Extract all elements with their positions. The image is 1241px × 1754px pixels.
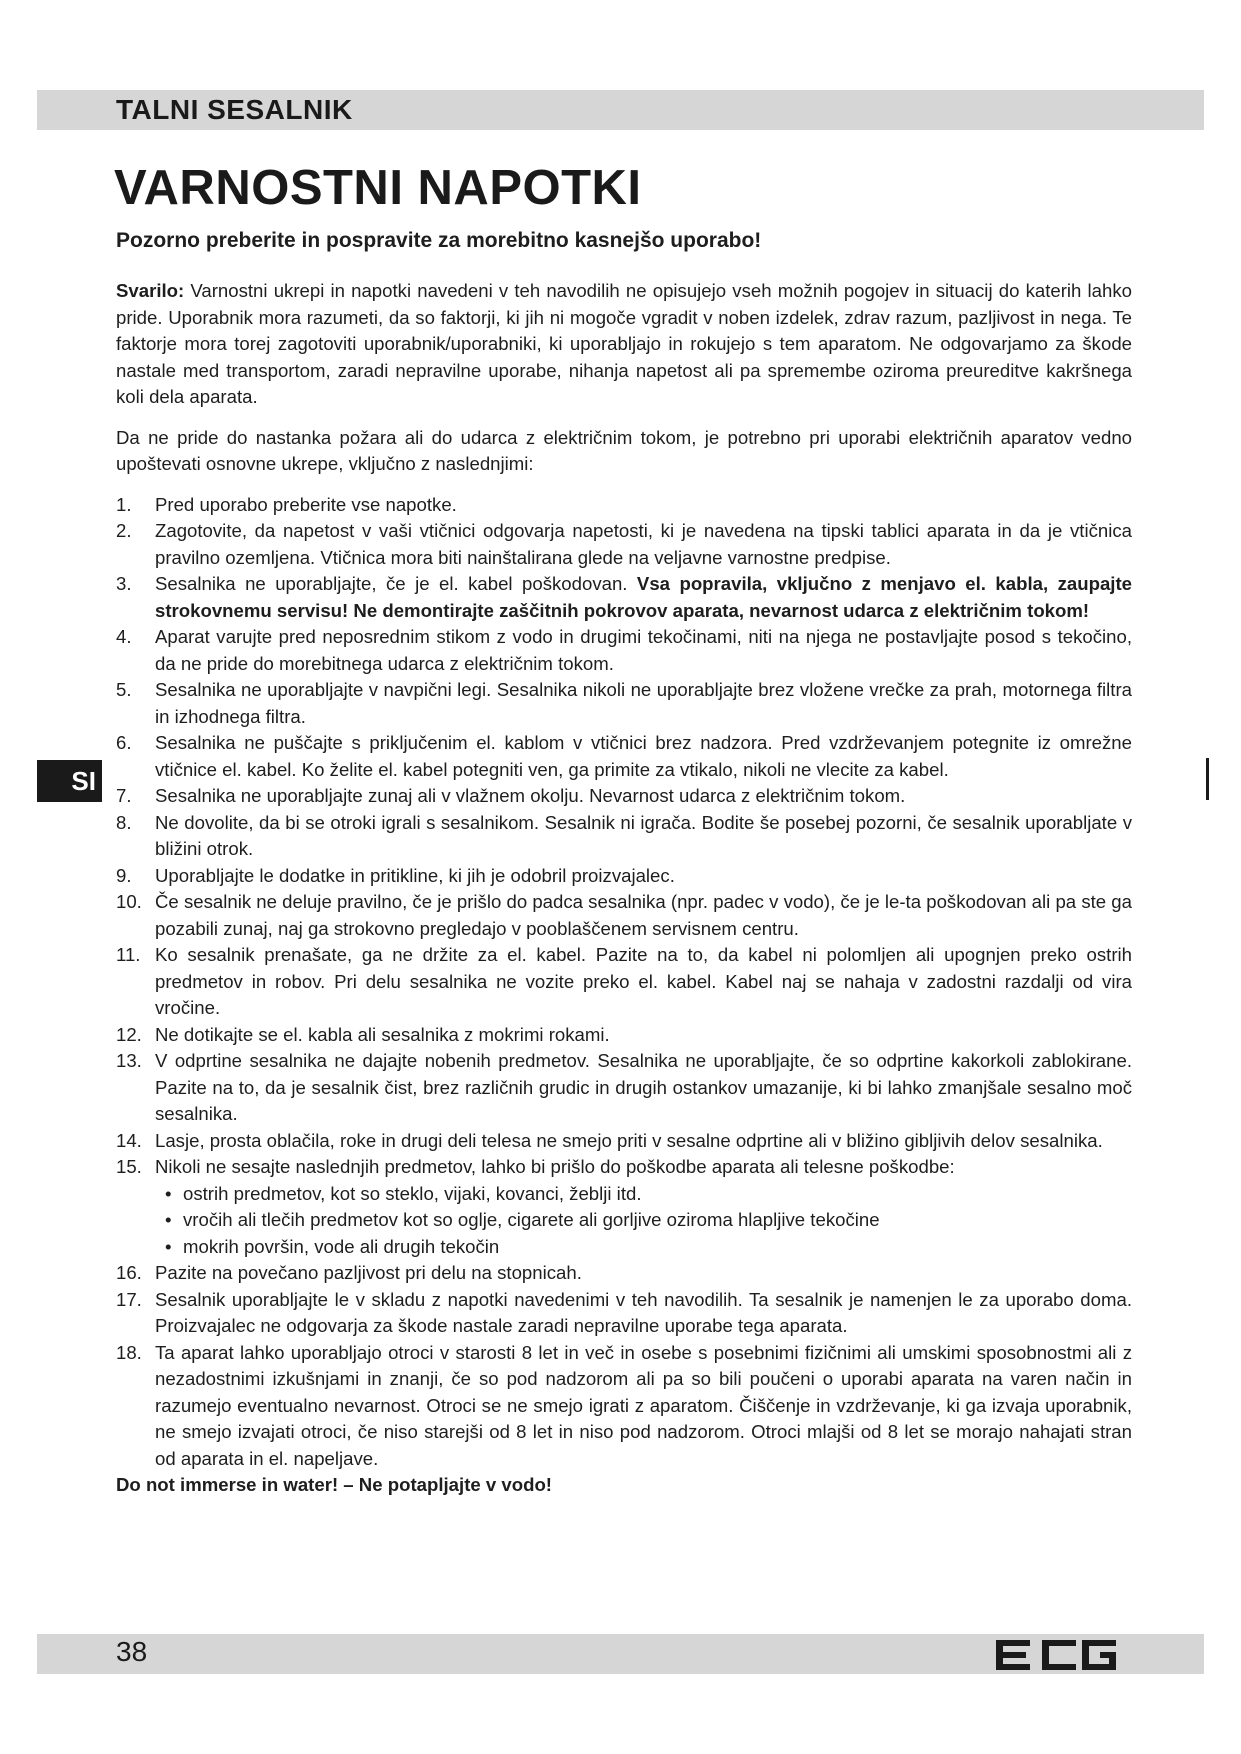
list-item [116, 783, 1132, 810]
header-title: TALNI SESALNIK [116, 94, 353, 125]
item-number: 7. [116, 785, 132, 806]
list-item [116, 1260, 1132, 1287]
list-item [116, 730, 1132, 783]
item-text: Zagotovite, da napetost v vaši vtičnici odgovarja napetosti, ki je navedena na tipski tablici aparata in da je vtičnica pravilno ozemljena. Vtičnica mora biti nainštalirana glede na veljavne varnostne predpise. [155, 520, 1132, 568]
bullet-list [155, 1181, 1132, 1261]
list-item [116, 863, 1132, 890]
item-number: 13. [116, 1050, 142, 1071]
warning-paragraph [116, 278, 1132, 411]
warning-label: Svarilo: [116, 280, 185, 301]
logo-letter-g [1082, 1640, 1116, 1670]
item-text: Sesalnika ne uporabljajte zunaj ali v vlažnem okolju. Nevarnost udarca z električnim tokom. [155, 785, 906, 806]
item-text: Pazite na povečano pazljivost pri delu na stopnicah. [155, 1262, 582, 1283]
item-bold-text: Vsa popravila, vključno z menjavo el. kabla, zaupajte strokovnemu servisu! Ne demontirajte zaščitnih pokrovov aparata, nevarnost udarca z električnim tokom! [155, 573, 1132, 621]
logo-letter-e [996, 1640, 1030, 1670]
item-text: Ta aparat lahko uporabljajo otroci v starosti 8 let in več in osebe s posebnimi fizičnimi ali umskimi sposobnostmi ali z nezadostnimi izkušnjami in znanji, če so pod nadzorom ali pa so bili poučeni o uporabi aparata na varen način in razumejo eventualno nevarnost. Otroci se ne smejo igrati z aparatom. Čiščenje in vzdrževanje, ki ga izvaja uporabnik, ne smejo izvajati otroci, če niso starejši od 8 let in niso pod nadzorom. Otroci mlajši od 8 let se morajo nahajati stran od aparata in el. napeljave. [155, 1341, 1132, 1469]
item-text: Nikoli ne sesajte naslednjih predmetov, lahko bi prišlo do poškodbe aparata ali telesne poškodbe: [155, 1156, 955, 1177]
item-text: Uporabljajte le dodatke in pritikline, ki jih je odobril proizvajalec. [155, 864, 675, 886]
item-text: Sesalnika ne puščajte s priključenim el. kablom v vtičnici brez nadzora. Pred vzdrževanjem potegnite iz omrežne vtičnice el. kabel. Ko želite el. kabel potegniti ven, ga primite za vtikalo, nikoli ne vlecite za kabel. [155, 732, 1132, 780]
ecg-logo [996, 1640, 1116, 1670]
item-text: Pred uporabo preberite vse napotke. [155, 493, 457, 515]
logo-letter-c [1042, 1640, 1076, 1670]
item-number: 8. [116, 811, 132, 833]
item-number: 11. [116, 944, 141, 965]
item-number: 5. [116, 679, 132, 700]
warning-text: Varnostni ukrepi in napotki navedeni v teh navodilih ne opisujejo vseh možnih pogojev in situacij do katerih lahko pride. Uporabnik mora razumeti, da so faktorji, ki jih ni mogoče vgradit v noben izdelek, zdrav razum, pazljivost in nega. Te faktorje mora torej zagotoviti uporabnik/uporabniki, ki uporabljajo in rokujejo s tem aparatom. Ne odgovarjamo za škode nastale med transportom, zaradi nepravilne uporabe, nihanja napetost ali pa spremembe oziroma preureditve kakršnega koli dela aparata. [116, 280, 1132, 407]
item-number: 2. [116, 520, 132, 541]
item-number: 9. [116, 864, 132, 886]
item-number: 6. [116, 732, 132, 753]
item-text: Sesalnika ne uporabljajte v navpični legi. Sesalnika nikoli ne uporabljajte brez vložene vrečke za prah, motornega filtra in izhodnega filtra. [155, 679, 1132, 727]
item-text: Ne dovolite, da bi se otroki igrali s sesalnikom. Sesalnik ni igrača. Bodite še posebej pozorni, če sesalnik uporabljate v bližini otrok. [155, 811, 1132, 859]
list-item [116, 1154, 1132, 1260]
list-item [116, 1340, 1132, 1473]
bullet-item: • mokrih površin, vode ali drugih tekočin [165, 1234, 1132, 1261]
safety-list [116, 492, 1132, 1473]
item-text: Lasje, prosta oblačila, roke in drugi deli telesa ne smejo priti v sesalne odprtine ali v bližino gibljivih delov sesalnika. [155, 1129, 1103, 1151]
list-item [116, 1128, 1132, 1155]
item-text: Aparat varujte pred neposrednim stikom z vodo in drugimi tekočinami, niti na njega ne postavljajte posod s tekočino, da ne pride do morebitnega udarca z električnim tokom. [155, 626, 1132, 674]
list-item [116, 889, 1132, 942]
item-number: 12. [116, 1023, 142, 1045]
item-number: 14. [116, 1129, 142, 1151]
item-text: V odprtine sesalnika ne dajajte nobenih predmetov. Sesalnika ne uporabljajte, če so odprtine kakorkoli zablokirane. Pazite na to, da je sesalnik čist, brez različnih grudic in drugih ostankov umazanije, ki bi lahko zmanjšale sesalno moč sesalnika. [155, 1050, 1132, 1124]
subtitle: Pozorno preberite in pospravite za morebitno kasnejšo uporabo! [116, 229, 762, 252]
page-title: VARNOSTNI NAPOTKI [114, 161, 642, 215]
list-item [116, 1048, 1132, 1128]
list-item [116, 518, 1132, 571]
bullet-item: • vročih ali tlečih predmetov kot so oglje, cigarete ali gorljive oziroma hlapljive tekočine [165, 1207, 1132, 1234]
closing-warning: Do not immerse in water! – Ne potapljajte v vodo! [116, 1474, 552, 1495]
language-tab: SI [37, 760, 102, 802]
item-number: 15. [116, 1156, 142, 1177]
page-number: 38 [116, 1636, 148, 1667]
side-marker [1206, 758, 1209, 800]
item-number: 4. [116, 626, 132, 647]
list-item [116, 677, 1132, 730]
item-text: Sesalnik uporabljajte le v skladu z napotki navedenimi v teh navodilih. Ta sesalnik je namenjen le za uporabo doma. Proizvajalec ne odgovarja za škode nastale zaradi nepravilne uporabe tega aparata. [155, 1288, 1132, 1336]
item-number: 16. [116, 1262, 142, 1283]
item-number: 1. [116, 493, 132, 515]
intro-paragraph: Da ne pride do nastanka požara ali do udarca z električnim tokom, je potrebno pri uporabi električnih aparatov vedno upoštevati osnovne ukrepe, vključno z naslednjimi: [116, 426, 1132, 474]
item-number: 17. [116, 1288, 142, 1310]
bullet-item: • ostrih predmetov, kot so steklo, vijaki, kovanci, žeblji itd. [165, 1181, 1132, 1208]
list-item [116, 1287, 1132, 1340]
item-number: 18. [116, 1341, 142, 1363]
list-item [116, 492, 1132, 519]
item-text: Če sesalnik ne deluje pravilno, če je prišlo do padca sesalnika (npr. padec v vodo), če je le-ta poškodovan ali pa ste ga pozabili zunaj, naj ga strokovno pregledajo v pooblaščenem servisnem centru. [155, 891, 1132, 939]
item-text: Ko sesalnik prenašate, ga ne držite za el. kabel. Pazite na to, da kabel ni polomljen ali upognjen preko ostrih predmetov in robov. Pri delu sesalnika ne vozite preko el. kabel. Kabel naj se nahaja v zadostni razdalji od vira vročine. [155, 944, 1132, 1018]
item-number: 10. [116, 891, 142, 912]
list-item [116, 1022, 1132, 1049]
item-number: 3. [116, 573, 132, 594]
content-body [116, 278, 1132, 1499]
item-text: Ne dotikajte se el. kabla ali sesalnika z mokrimi rokami. [155, 1023, 610, 1045]
list-item [116, 942, 1132, 1022]
list-item [116, 571, 1132, 624]
list-item [116, 810, 1132, 863]
list-item [116, 624, 1132, 677]
item-text: Sesalnika ne uporabljajte, če je el. kabel poškodovan. [155, 573, 637, 594]
